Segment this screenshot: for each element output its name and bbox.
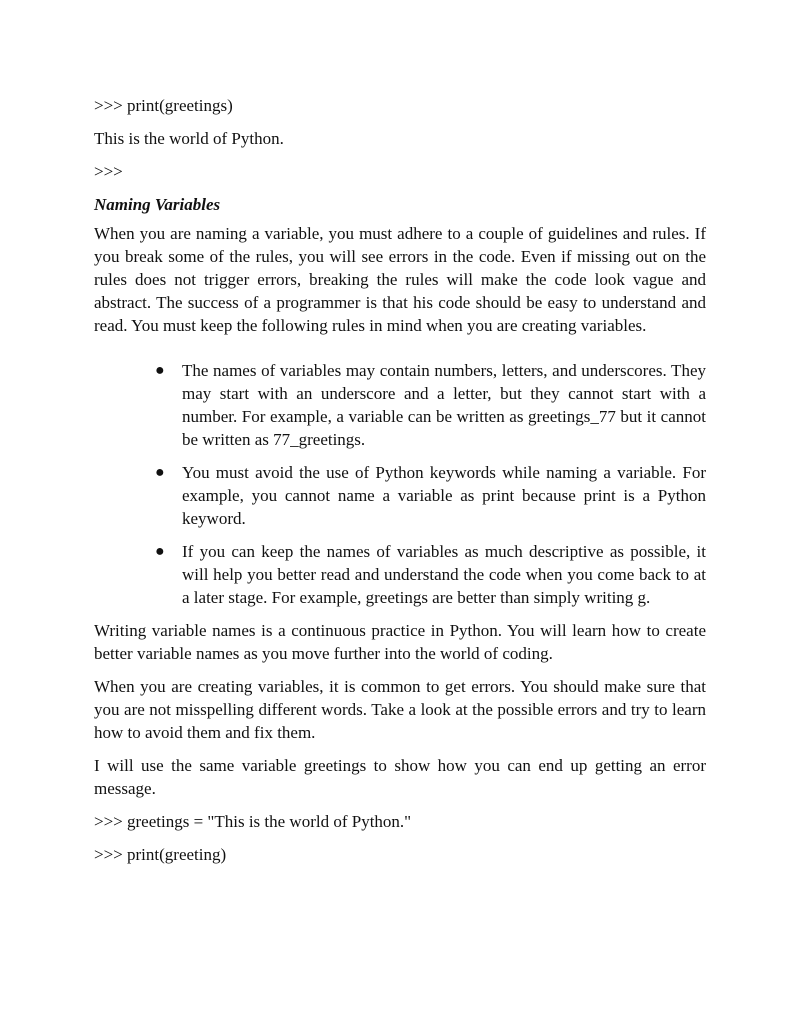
body-paragraph: Writing variable names is a continuous practice in Python. You will learn how to create better variable names as you move further into the world of coding.: [94, 621, 706, 663]
bullet-icon: ●: [155, 543, 165, 560]
rules-list: [94, 359, 706, 609]
body-paragraph: When you are creating variables, it is common to get errors. You should make sure that you are not misspelling different words. Take a look at the possible errors and try to learn how to avoid them and fix them.: [94, 677, 706, 742]
list-item-text: The names of variables may contain numbers, letters, and underscores. They may start with an underscore and a letter, but they cannot start with a number. For example, a variable can be written as greetings_77 but it cannot be written as 77_greetings.: [182, 361, 706, 449]
list-item: [155, 461, 706, 530]
bullet-icon: ●: [155, 362, 165, 379]
section-heading: Naming Variables: [94, 195, 221, 214]
intro-paragraph: When you are naming a variable, you must adhere to a couple of guidelines and rules. If you break some of the rules, you will see errors in the code. Even if missing out on the rules does not trigger errors, breaking the rules will make the code look vague and abstract. The success of a programmer is that his code should be easy to understand and read. You must keep the following rules in mind when you are creating variables.: [94, 224, 706, 335]
code-line-assignment: >>> greetings = "This is the world of Python.": [94, 812, 412, 831]
list-item: [155, 359, 706, 451]
code-line-print-greetings: >>> print(greetings): [94, 96, 233, 115]
body-paragraph: I will use the same variable greetings to show how you can end up getting an error message.: [94, 756, 706, 798]
code-line-print-greeting: >>> print(greeting): [94, 845, 227, 864]
list-item-text: If you can keep the names of variables as much descriptive as possible, it will help you better read and understand the code when you come back to at a later stage. For example, greetings are better than simply writing g.: [182, 542, 706, 607]
code-output-line: This is the world of Python.: [94, 129, 284, 148]
code-prompt-line: >>>: [94, 162, 123, 181]
document-page: [94, 94, 706, 876]
list-item-text: You must avoid the use of Python keywords while naming a variable. For example, you cannot name a variable as print because print is a Python keyword.: [182, 463, 706, 528]
list-item: [155, 540, 706, 609]
bullet-icon: ●: [155, 464, 165, 481]
